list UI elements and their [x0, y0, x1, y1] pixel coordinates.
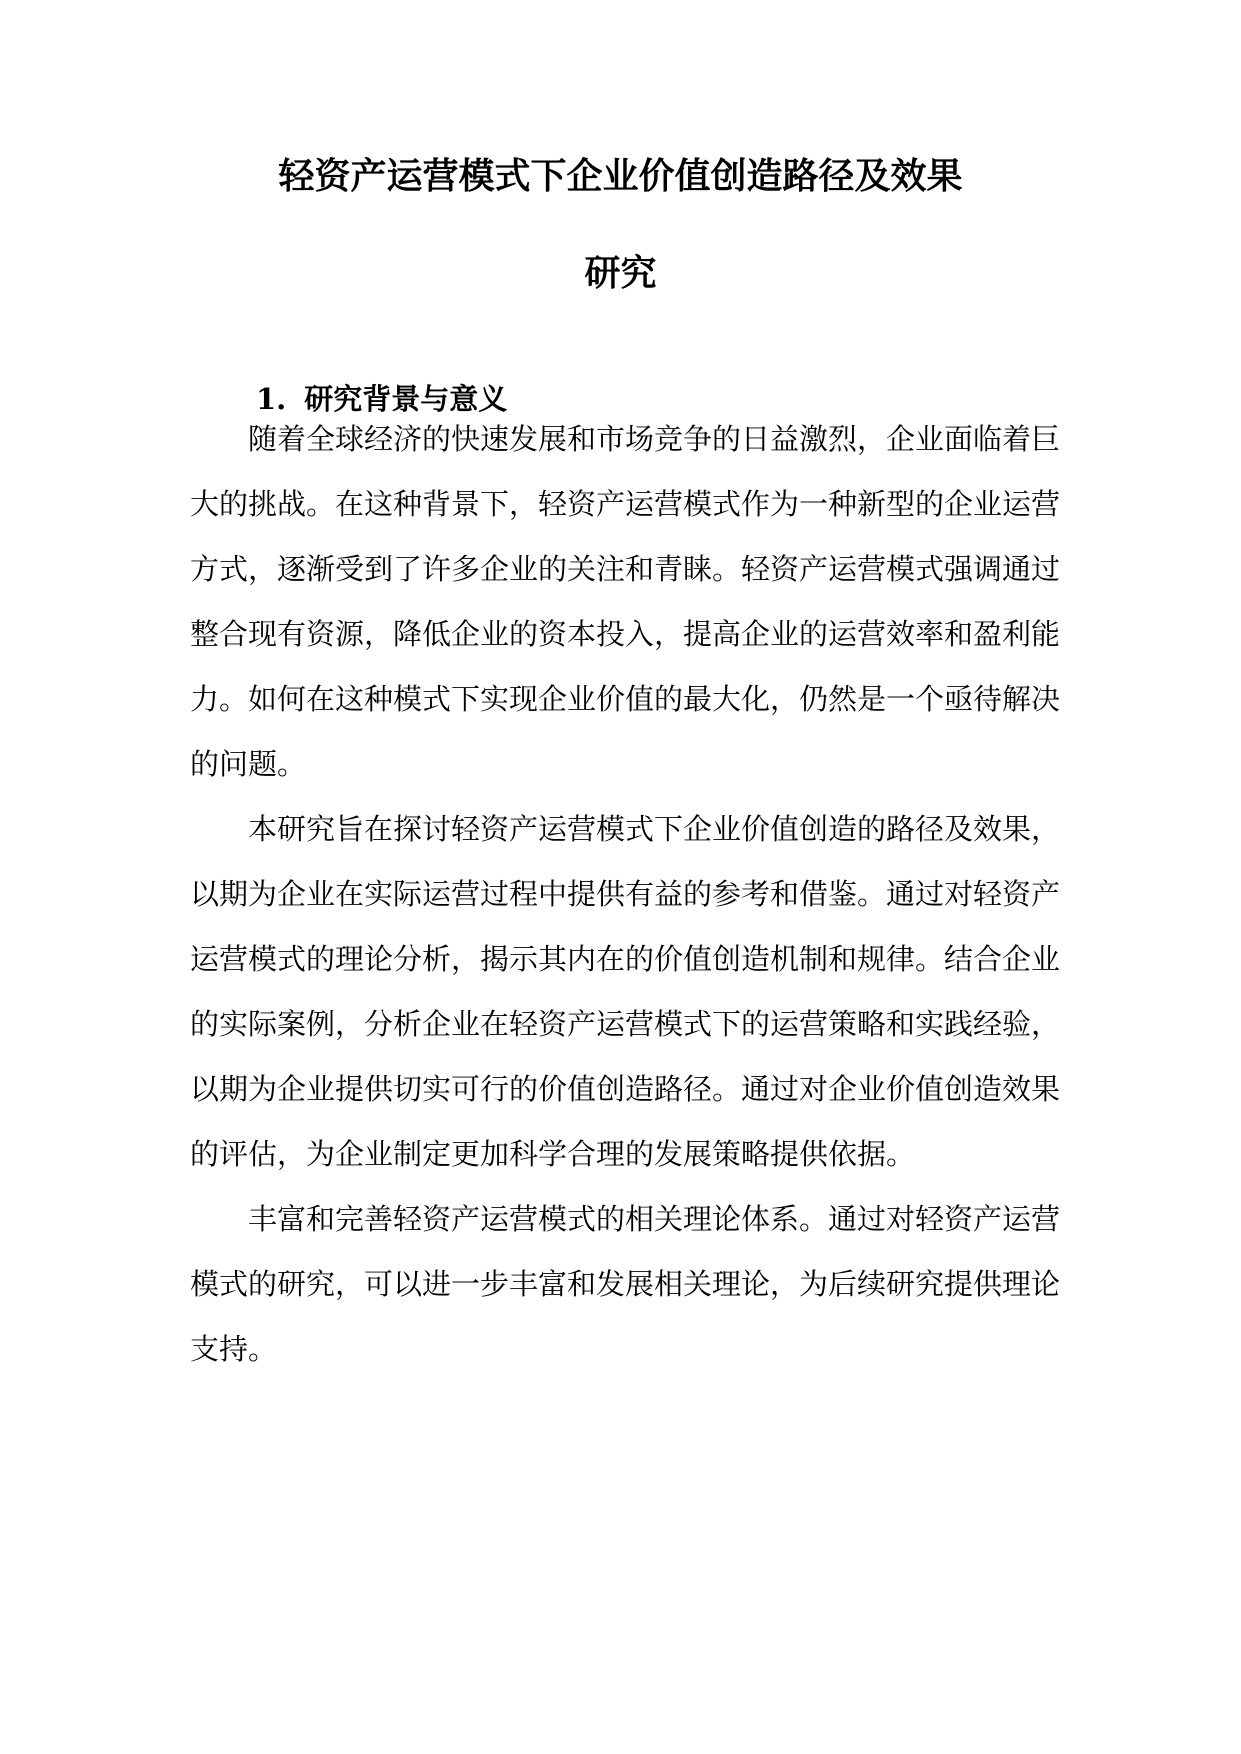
paragraph-2-line-6: 的评估，为企业制定更加科学合理的发展策略提供依据。 [190, 1137, 916, 1171]
document-title-line-1: 轻资产运营模式下企业价值创造路径及效果 [278, 155, 963, 197]
section-heading [256, 379, 507, 419]
paragraph-2-line-4: 的实际案例，分析企业在轻资产运营模式下的运营策略和实践经验， [190, 1007, 1061, 1041]
paragraph-3-line-3: 支持。 [190, 1332, 278, 1366]
document-title-line-2: 研究 [584, 252, 657, 294]
paragraph-2-line-3: 运营模式的理论分析，揭示其内在的价值创造机制和规律。结合企业 [190, 942, 1061, 976]
section-heading-text: 研究背景与意义 [304, 382, 508, 416]
section-number: 1. [256, 382, 287, 416]
paragraph-2-line-5: 以期为企业提供切实可行的价值创造路径。通过对企业价值创造效果 [190, 1072, 1061, 1106]
paragraph-1-line-1: 随着全球经济的快速发展和市场竞争的日益激烈，企业面临着巨 [248, 422, 1061, 456]
paragraph-2-line-2: 以期为企业在实际运营过程中提供有益的参考和借鉴。通过对轻资产 [190, 877, 1061, 911]
paragraph-1-line-4: 整合现有资源，降低企业的资本投入，提高企业的运营效率和盈利能 [190, 617, 1061, 651]
paragraph-1-line-3: 方式，逐渐受到了许多企业的关注和青睐。轻资产运营模式强调通过 [190, 552, 1061, 586]
paragraph-2-line-1: 本研究旨在探讨轻资产运营模式下企业价值创造的路径及效果， [248, 812, 1061, 846]
paragraph-1-line-2: 大的挑战。在这种背景下，轻资产运营模式作为一种新型的企业运营 [190, 487, 1061, 521]
paragraph-1-line-6: 的问题。 [190, 747, 307, 781]
paragraph-3-line-1: 丰富和完善轻资产运营模式的相关理论体系。通过对轻资产运营 [248, 1202, 1061, 1236]
paragraph-3-line-2: 模式的研究，可以进一步丰富和发展相关理论，为后续研究提供理论 [190, 1267, 1061, 1301]
paragraph-1-line-5: 力。如何在这种模式下实现企业价值的最大化，仍然是一个亟待解决 [190, 682, 1061, 716]
